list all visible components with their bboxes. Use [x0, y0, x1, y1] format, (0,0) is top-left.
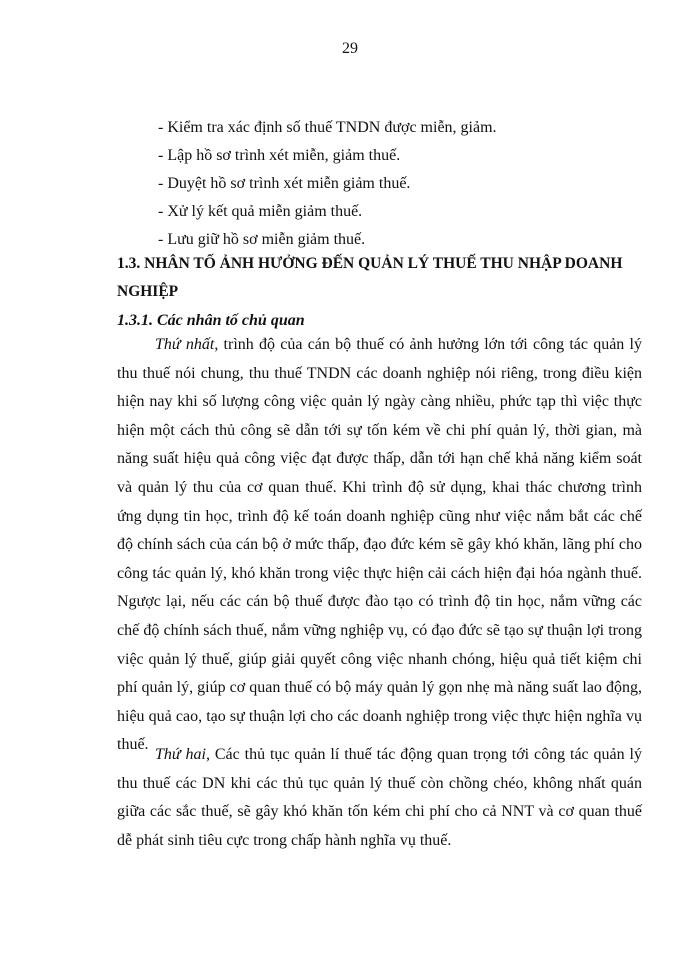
- paragraph-second-factor: [117, 741, 642, 855]
- subsection-heading: 1.3.1. Các nhân tố chủ quan: [117, 312, 305, 329]
- section-heading: 1.3. NHÂN TỐ ẢNH HƯỞNG ĐẾN QUẢN LÝ THUẾ THU NHẬP DOANH NGHIỆP: [117, 255, 623, 300]
- list-item: - Lưu giữ hồ sơ miễn giảm thuế.: [158, 231, 366, 248]
- paragraph-body: , trình độ của cán bộ thuế có ảnh hưởng lớn tới công tác quản lý thu thuế nói chung, thu thuế TNDN các doanh nghiệp nói riêng, trong điều kiện hiện nay khi số lượng công việc quản lý ngày càng nhiều, phức tạp thì việc thực hiện một cách thủ công sẽ dẫn tới sự tốn kém về chi phí quản lý, thời gian, mà năng suất hiệu quả công việc đạt được thấp, dẫn tới hạn chế khả năng kiểm soát và quản lý thu của cơ quan thuế. Khi trình độ sử dụng, khai thác chương trình ứng dụng tin học, trình độ kế toán doanh nghiệp cũng như việc nắm bắt các chế độ chính sách của cán bộ ở mức thấp, đạo đức kém sẽ gây khó khăn, lãng phí cho công tác quản lý, khó khăn trong việc thực hiện cải cách hiện đại hóa ngành thuế. Ngược lại, nếu các cán bộ thuế được đào tạo có trình độ tin học, nắm vững các chế độ chính sách thuế, nắm vững nghiệp vụ, có đạo đức sẽ tạo sự thuận lợi trong việc quản lý thuế, giúp giải quyết công việc nhanh chóng, hiệu quả tiết kiệm chi phí quản lý, giúp cơ quan thuế có bộ máy quản lý gọn nhẹ mà năng suất lao động, hiệu quả cao, tạo sự thuận lợi cho các doanh nghiệp trong việc thực hiện nghĩa vụ thuế.: [117, 336, 642, 754]
- bullet-list: [158, 114, 638, 254]
- paragraph-lead: Thứ hai,: [155, 746, 210, 763]
- list-item: - Xử lý kết quả miễn giảm thuế.: [158, 203, 363, 220]
- list-item: - Lập hồ sơ trình xét miễn, giảm thuế.: [158, 147, 401, 164]
- paragraph-first-factor: [117, 331, 642, 760]
- paragraph-lead: Thứ nhất: [155, 336, 215, 353]
- page-number: 29: [342, 40, 358, 57]
- paragraph-body: Các thủ tục quản lí thuế tác động quan trọng tới công tác quản lý thu thuế các DN khi các thủ tục quản lý thuế còn chồng chéo, không nhất quán giữa các sắc thuế, sẽ gây khó khăn tốn kém chi phí cho cả NNT và cơ quan thuế dễ phát sinh tiêu cực trong chấp hành nghĩa vụ thuế.: [117, 746, 642, 849]
- list-item: - Kiểm tra xác định số thuế TNDN được miễn, giảm.: [158, 119, 497, 136]
- list-item: - Duyệt hồ sơ trình xét miễn giảm thuế.: [158, 175, 411, 192]
